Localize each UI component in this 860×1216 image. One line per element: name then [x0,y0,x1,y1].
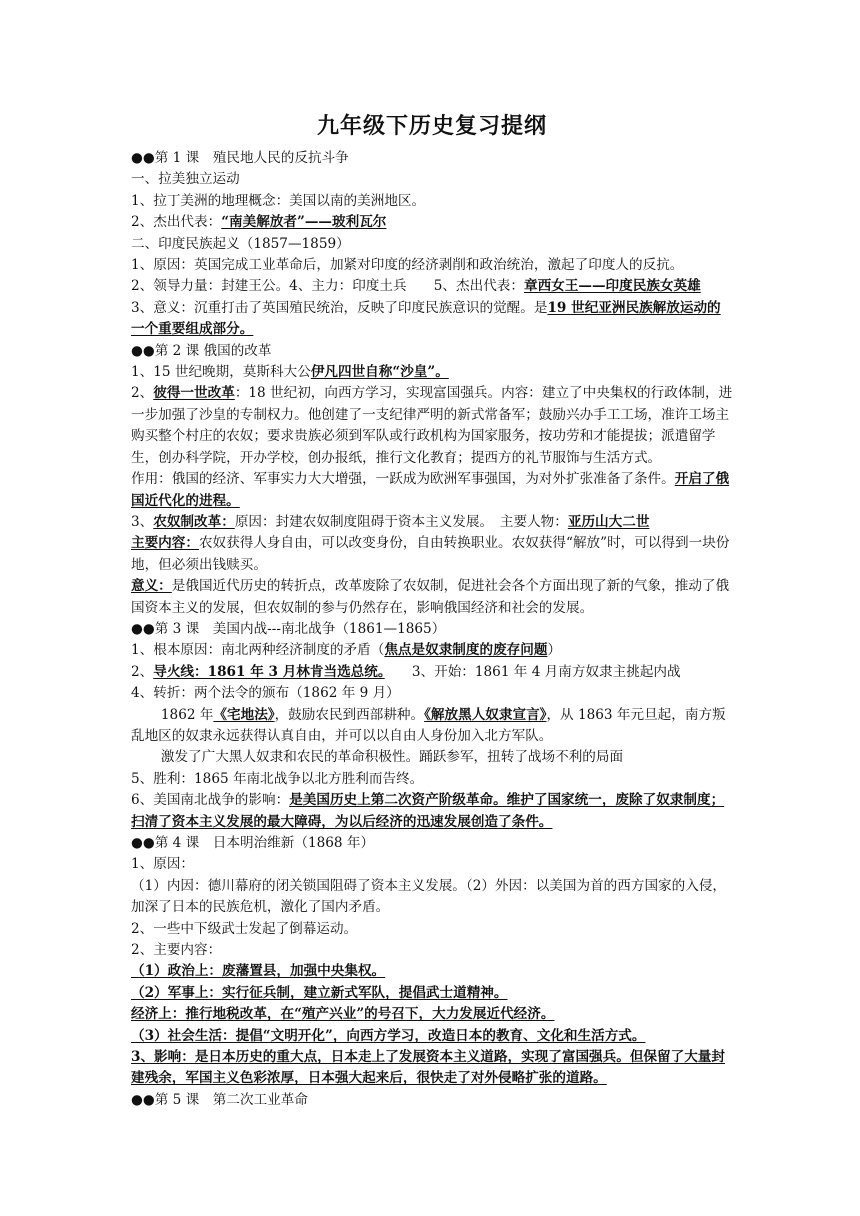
text-line [131,469,733,512]
text-span: 1862 年 [160,706,214,723]
emphasized-text: 导火线：1861 年 3 月林肯当选总统。 [153,663,385,680]
text-line [131,341,733,362]
emphasized-text: 伊凡四世自称“沙皇”。 [310,364,449,381]
emphasized-text: 亚历山大二世 [567,513,650,530]
text-span: 2、 [131,385,154,402]
text-line [131,191,733,212]
text-span: ：18 世纪初，向西方学习，实现富国强兵。内容：建立了中央集权的行政体制，进一步加强了沙皇的专制权力。他创建了一支纪律严明的新式常备军；鼓励兴办手工工场，准许工场主购买整个村庄的农奴；要求贵族必须到军队或行政机构为国家服务，按功劳和才能提拔；派遣留学生，创办科学院，开办学校，创办报纸，推行文化教育；提西方的礼节服饰与生活方式。 [131,385,733,466]
document-page [131,112,733,1111]
emphasized-text: 主要内容： [131,535,199,552]
text-line [131,747,733,768]
text-span: 1、根本原因：南北两种经济制度的矛盾（ [131,642,385,659]
page-title: 九年级下历史复习提纲 [316,114,547,139]
text-span: 6、美国南北战争的影响： [131,792,290,809]
text-line [131,983,733,1004]
emphasized-text: 19 世纪亚洲民族解放运动的一个重要组成部分。 [131,299,721,338]
text-span: 2、 [131,663,154,680]
text-line [131,255,733,276]
text-span: （1）内因：德川幕府的闭关锁国阻碍了资本主义发展。（2）外因：以美国为首的西方国家的入侵，加深了日本的民族危机，激化了国内矛盾。 [131,877,727,916]
text-line [131,383,733,469]
emphasized-text: （3）社会生活：提倡“文明开化”，向西方学习，改造日本的教育、文化和生活方式。 [131,1027,646,1044]
text-line [131,619,733,640]
emphasized-text: 《解放黑人奴隶宣言》 [424,706,547,723]
text-span: ） [547,642,562,659]
text-line [131,148,733,169]
text-line [131,533,733,576]
text-span: 2、领导力量：封建王公。4、主力：印度土兵 5、杰出代表： [131,278,524,295]
emphasized-text: 是美国历史上第二次资产阶级革命。维护了国家统一，废除了奴隶制度；扫清了资本主义发展的最大障碍，为以后经济的迅速发展创造了条件。 [131,792,725,830]
text-line [131,212,733,233]
emphasized-text: 意义： [131,578,172,595]
text-span: 2、主要内容： [131,942,222,959]
text-line [131,940,733,961]
text-line [131,705,733,748]
text-line [131,961,733,982]
text-span: 5、胜利：1865 年南北战争以北方胜利而告终。 [131,770,424,787]
text-span: ●●第 4 课 日本明治维新（1868 年） [131,835,375,851]
text-line [131,169,733,190]
text-span: 农奴获得人身自由，可以改变身份，自由转换职业。农奴获得“解放”时，可以得到一块份地，但必须出钱赎买。 [131,535,730,573]
emphasized-text: 3、影响：是日本历史的重大点，日本走上了发展资本主义道路，实现了富国强兵。但保留了大量封建残余，军国主义色彩浓厚，日本强大起来后，很快走了对外侵略扩张的道路。 [131,1049,725,1087]
emphasized-text: 焦点是奴隶制度的废存问题 [384,642,548,659]
text-span: 2、杰出代表： [131,214,222,231]
text-span: 1、15 世纪晚期，莫斯科大公 [131,364,311,381]
text-span: 3、 [131,513,154,530]
text-line [131,854,733,875]
emphasized-text: 章西女王——印度民族女英雄 [523,278,701,295]
text-line [131,512,733,533]
text-line [131,683,733,704]
text-span: 作用：俄国的经济、军事实力大大增强，一跃成为欧洲军事强国，为对外扩张准备了条件。 [131,471,675,488]
text-line [131,362,733,383]
emphasized-text: （1）政治上：废藩置县，加强中央集权。 [131,963,386,980]
document-body [131,148,733,1111]
text-line [131,876,733,919]
text-line [131,1004,733,1025]
text-line [131,640,733,661]
text-span: 激发了广大黑人奴隶和农民的革命积极性。踊跃参军，扭转了战场不利的局面 [160,749,624,766]
text-line [131,919,733,940]
text-span: 3、开始：1861 年 4 月南方奴隶主挑起内战 [384,663,681,680]
emphasized-text: 农奴制改革： [153,513,235,530]
text-line [131,234,733,255]
text-span: ●●第 1 课 殖民地人民的反抗斗争 [131,150,349,166]
text-span: 2、一些中下级武士发起了倒幕运动。 [131,920,358,937]
text-line [131,298,733,341]
text-span: 原因：封建农奴制度阻碍于资本主义发展。 主要人物： [234,513,568,530]
emphasized-text: “南美解放者”——玻利瓦尔 [221,214,387,231]
emphasized-text: 彼得一世改革 [153,385,235,402]
text-span: 3、意义：沉重打击了英国殖民统治，反映了印度民族意识的觉醒。是 [131,299,548,316]
text-line [131,1026,733,1047]
text-span: ●●第 5 课 第二次工业革命 [131,1091,308,1108]
text-line [131,276,733,297]
text-span: 1、原因： [131,856,195,873]
text-span: ，从 1863 年元旦起，南方叛乱地区的奴隶永远获得认真自由，并可以以自由人身份加入北方军队。 [131,706,726,744]
emphasized-text: 经济上：推行地税改革，在“殖产兴业”的号召下，大力发展近代经济。 [131,1006,555,1023]
text-line [131,1047,733,1090]
text-line [131,1090,733,1111]
text-span: 一、拉美独立运动 [131,171,240,188]
text-line [131,790,733,833]
emphasized-text: 《宅地法》 [213,706,275,723]
text-line [131,833,733,854]
text-span: 1、拉丁美洲的地理概念：美国以南的美洲地区。 [131,192,426,209]
text-span: ●●第 2 课 俄国的改革 [131,342,272,359]
emphasized-text: 开启了俄国近代化的进程。 [131,471,730,509]
text-line [131,769,733,790]
text-span: 4、转折：两个法令的颁布（1862 年 9 月） [131,685,400,702]
text-span: 二、印度民族起义（1857—1859） [131,235,350,252]
text-span: 是俄国近代历史的转折点，改革废除了农奴制，促进社会各个方面出现了新的气象，推动了俄国资本主义的发展，但农奴制的参与仍然存在，影响俄国经济和社会的发展。 [131,578,730,616]
text-span: ，鼓励农民到西部耕种。 [274,706,425,723]
text-line [131,576,733,619]
emphasized-text: （2）军事上：实行征兵制，建立新式军队，提倡武士道精神。 [131,984,508,1001]
text-span: 1、原因：英国完成工业革命后，加紧对印度的经济剥削和政治统治，激起了印度人的反抗。 [131,257,684,274]
text-span: ●●第 3 课 美国内战---南北战争（1861—1865） [131,620,446,637]
text-line [131,662,733,683]
